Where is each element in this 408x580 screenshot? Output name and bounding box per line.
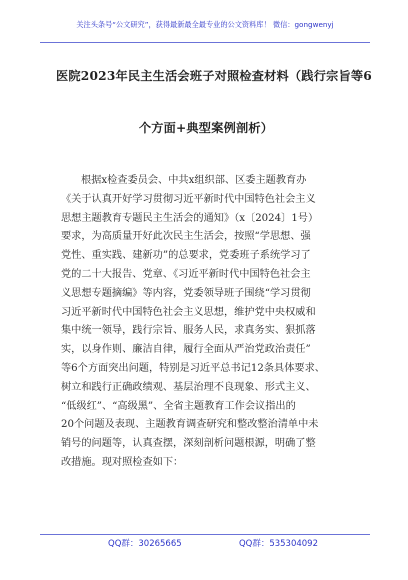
body-line: 党的二十大报告、党章、《习近平新时代中国特色社会主	[61, 268, 311, 280]
body-line: 党性、重实践、建新功”的总要求，党委班子系统学习了	[61, 250, 311, 262]
body-line: 等6个方面突出问题，特别是习近平总书记12条具体要求、	[61, 362, 325, 374]
footer-qq-group-1: QQ群：30265665	[108, 539, 182, 549]
body-line: 思想主题教育专题民主生活会的通知》（x〔2024〕1号）	[61, 212, 319, 224]
body-line: 集中统一领导，践行宗旨、服务人民，求真务实、狠抓落	[61, 325, 316, 337]
body-line: “低级红”、“高级黑”、全省主题教育工作会议指出的	[61, 400, 296, 412]
document-title-line-1: 医院2023年民主生活会班子对照检查材料（践行宗旨等6	[56, 69, 372, 83]
body-line: 要求，为高质量开好此次民主生活会，按照“学思想、强	[61, 231, 311, 243]
body-line: 20个问题及表现、主题教育调查研究和整改整治清单中未	[61, 419, 319, 431]
body-line: 《关于认真开好学习贯彻习近平新时代中国特色社会主义	[61, 193, 316, 205]
header-divider	[40, 42, 370, 43]
body-line: 销号的问题等，认真查摆，深刻剖析问题根源，明确了整	[61, 438, 316, 450]
body-line: 改措施。现对照检查如下：	[61, 456, 184, 468]
body-line: 实，以身作则、廉洁自律，履行全面从严治党政治责任”	[61, 344, 311, 356]
body-line: 树立和践行正确政绩观、基层治理不良现象、形式主义、	[61, 381, 316, 393]
document-title	[56, 68, 372, 136]
header-banner: 关注头条号“公文研究”，获得最新最全最专业的公文资料库！ 微信：gongwenyj	[76, 20, 334, 29]
document-body	[61, 172, 355, 473]
footer-qq-group-2: QQ群：535304092	[238, 539, 318, 549]
document-title-line-2: 个方面+典型案例剖析）	[138, 121, 274, 135]
footer-divider	[40, 534, 370, 535]
body-line: 义思想专题摘编》等内容，党委领导班子围绕“学习贯彻	[61, 287, 311, 299]
body-line: 习近平新时代中国特色社会主义思想，维护党中央权威和	[61, 306, 316, 318]
body-line: 根据x检查委员会、中共x组织部、区委主题教育办	[81, 175, 307, 186]
footer-contact	[108, 538, 318, 550]
